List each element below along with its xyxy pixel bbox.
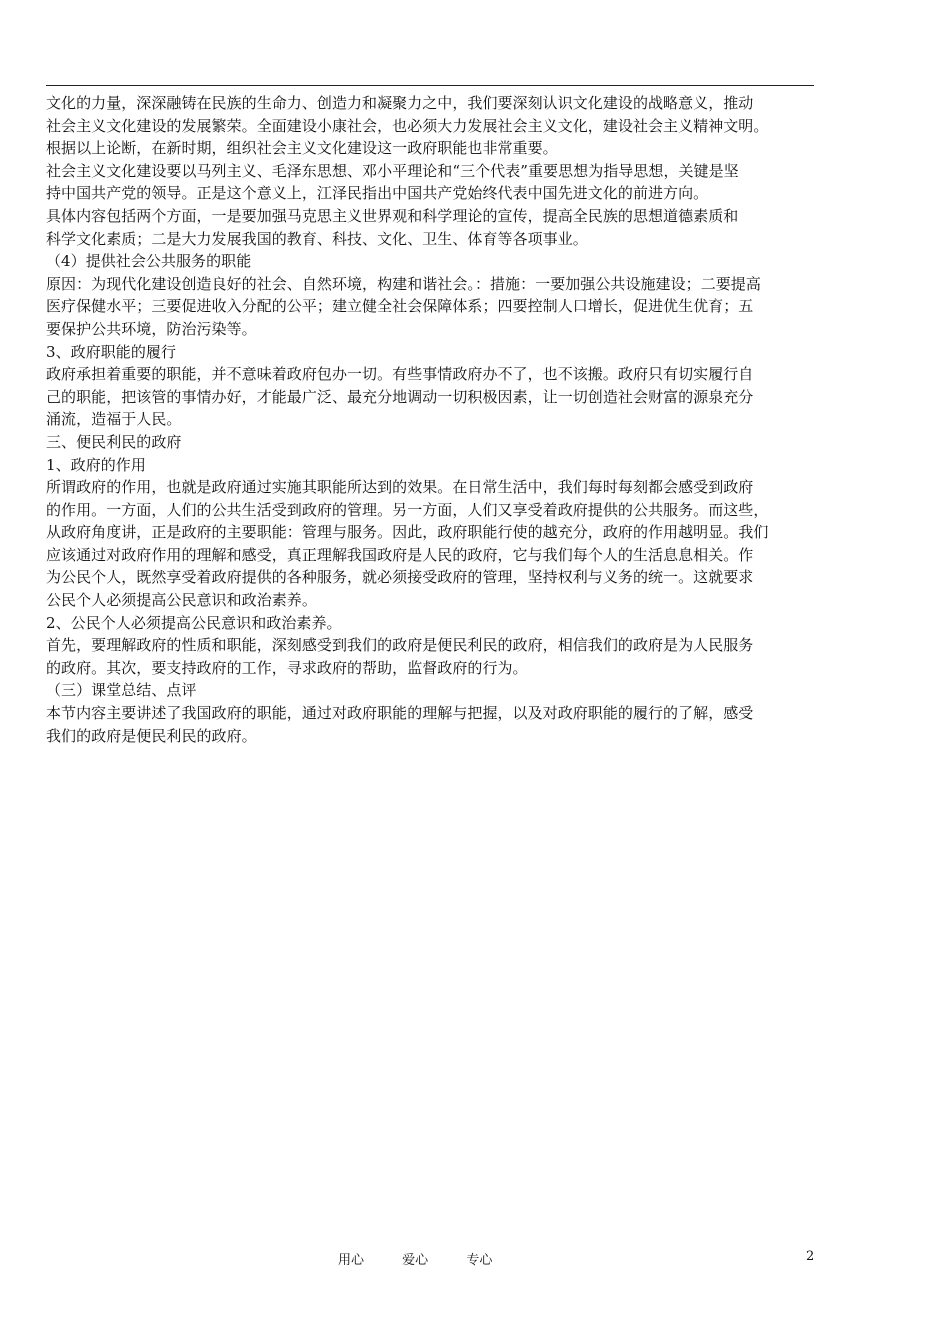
text-line: 社会主义文化建设要以马列主义、毛泽东思想、邓小平理论和“三个代表”重要思想为指导思想，关键是坚	[46, 161, 739, 180]
text-line: 社会主义文化建设的发展繁荣。全面建设小康社会，也必须大力发展社会主义文化，建设社会主义精神文明。	[46, 116, 769, 135]
section-heading: 1、政府的作用	[46, 455, 146, 474]
text-line: 的作用。一方面，人们的公共生活受到政府的管理。另一方面，人们又享受着政府提供的公共服务。而这些，	[46, 500, 769, 519]
text-line: 本节内容主要讲述了我国政府的职能，通过对政府职能的理解与把握，以及对政府职能的履行的了解，感受	[46, 704, 754, 723]
section-heading: 三、便民利民的政府	[46, 432, 182, 451]
text-line: 的政府。其次，要支持政府的工作，寻求政府的帮助，监督政府的行为。	[46, 658, 528, 677]
document-body	[46, 92, 818, 747]
text-line: 公民个人必须提高公民意识和政治素养。	[46, 591, 317, 610]
text-line: 文化的力量，深深融铸在民族的生命力、创造力和凝聚力之中，我们要深刻认识文化建设的战略意义，推动	[46, 94, 754, 112]
page-number: 2	[806, 1249, 815, 1264]
text-line: 根据以上论断，在新时期，组织社会主义文化建设这一政府职能也非常重要。	[46, 139, 558, 158]
text-line: 应该通过对政府作用的理解和感受，真正理解我国政府是人民的政府，它与我们每个人的生活息息相关。作	[46, 545, 754, 564]
footer-mottos	[338, 1249, 526, 1268]
text-line: 我们的政府是便民利民的政府。	[46, 726, 257, 745]
text-line: 要保护公共环境，防治污染等。	[46, 319, 257, 338]
section-heading: 3、政府职能的履行	[46, 342, 176, 361]
section-heading: （三）课堂总结、点评	[46, 681, 197, 700]
section-heading: 2、公民个人必须提高公民意识和政治素养。	[46, 613, 342, 632]
footer-motto: 专心	[466, 1253, 493, 1268]
text-line: 科学文化素质；二是大力发展我国的教育、科技、文化、卫生、体育等各项事业。	[46, 229, 588, 248]
footer-motto: 用心	[338, 1253, 365, 1268]
text-line: 具体内容包括两个方面，一是要加强马克思主义世界观和科学理论的宣传，提高全民族的思想道德素质和	[46, 206, 739, 225]
text-line: 涌流，造福于人民。	[46, 410, 182, 429]
text-line: 医疗保健水平；三要促进收入分配的公平；建立健全社会保障体系；四要控制人口增长，促进优生优育；五	[46, 297, 754, 316]
text-line: 所谓政府的作用，也就是政府通过实施其职能所达到的效果。在日常生活中，我们每时每刻都会感受到政府	[46, 478, 754, 497]
text-line: 首先，要理解政府的性质和职能，深刻感受到我们的政府是便民利民的政府，相信我们的政府是为人民服务	[46, 636, 754, 655]
text-line: 己的职能，把该管的事情办好，才能最广泛、最充分地调动一切积极因素，让一切创造社会财富的源泉充分	[46, 387, 754, 406]
text-line: 政府承担着重要的职能，并不意味着政府包办一切。有些事情政府办不了，也不该搬。政府只有切实履行自	[46, 365, 754, 384]
text-line: 为公民个人，既然享受着政府提供的各种服务，就必须接受政府的管理，坚持权利与义务的统一。这就要求	[46, 568, 754, 587]
header-rule	[46, 85, 814, 86]
text-line: 从政府角度讲，正是政府的主要职能：管理与服务。因此，政府职能行使的越充分，政府的作用越明显。我们	[46, 523, 769, 542]
footer-motto: 爱心	[402, 1253, 429, 1268]
text-line: 持中国共产党的领导。正是这个意义上，江泽民指出中国共产党始终代表中国先进文化的前进方向。	[46, 184, 709, 203]
text-line: 原因：为现代化建设创造良好的社会、自然环境，构建和谐社会。：措施：一要加强公共设施建设；二要提高	[46, 274, 761, 293]
section-heading: （4）提供社会公共服务的职能	[46, 252, 252, 271]
